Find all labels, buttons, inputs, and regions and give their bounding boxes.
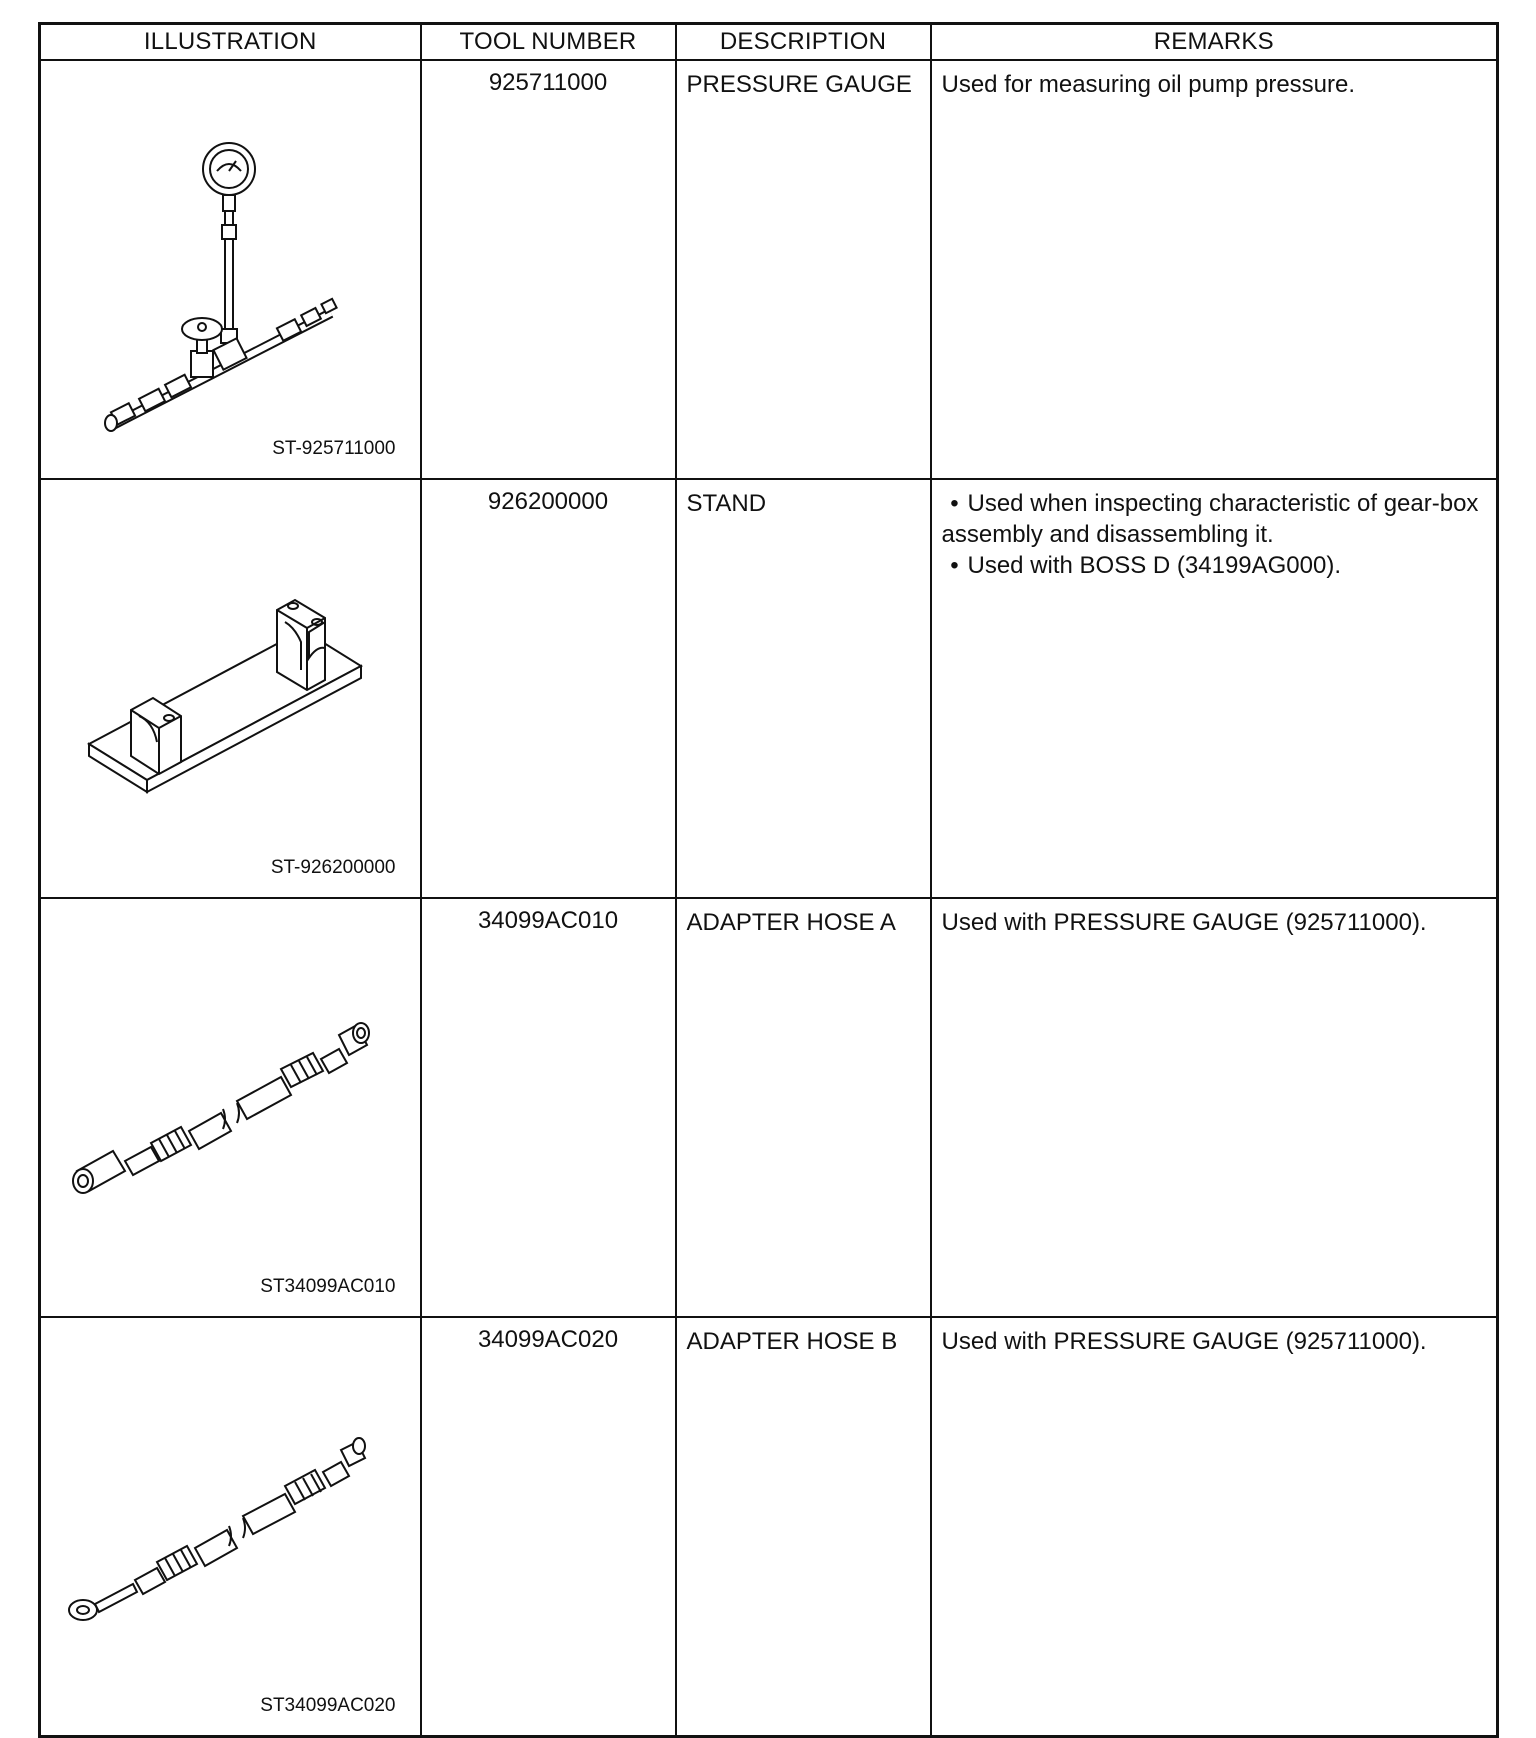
illustration-cell [40, 479, 421, 898]
remarks-cell: Used with PRESSURE GAUGE (925711000). [931, 898, 1498, 1317]
remarks-cell [931, 479, 1498, 898]
bullet-text: Used when inspecting characteristic of gear-box assembly and disassembling it. [941, 490, 1479, 548]
tool-number-cell: 34099AC010 [421, 898, 676, 1317]
table-row [40, 898, 1498, 1317]
tool-number-cell: 34099AC020 [421, 1317, 676, 1737]
illustration-cell [40, 898, 421, 1317]
bullet-text: Used with BOSS D (34199AG000). [967, 552, 1342, 579]
pressure-gauge-icon [41, 61, 422, 469]
illustration-cell [40, 60, 421, 479]
table-row [40, 1317, 1498, 1737]
special-tools-table [38, 22, 1499, 1738]
header-tool-number: TOOL NUMBER [421, 24, 676, 61]
stand-icon [41, 480, 422, 888]
adapter-hose-b-icon [41, 1318, 422, 1726]
bullet-icon: • [950, 490, 959, 517]
table-row [40, 60, 1498, 479]
header-remarks: REMARKS [931, 24, 1498, 61]
adapter-hose-a-icon [41, 899, 422, 1307]
remarks-cell: Used for measuring oil pump pressure. [931, 60, 1498, 479]
tool-number-cell: 925711000 [421, 60, 676, 479]
header-row [40, 24, 1498, 61]
illustration-caption: ST34099AC020 [260, 1695, 396, 1716]
remarks-cell: Used with PRESSURE GAUGE (925711000). [931, 1317, 1498, 1737]
tool-number-cell: 926200000 [421, 479, 676, 898]
header-description: DESCRIPTION [676, 24, 931, 61]
table-row [40, 479, 1498, 898]
list-item [942, 488, 1487, 550]
header-illustration: ILLUSTRATION [40, 24, 421, 61]
illustration-cell [40, 1317, 421, 1737]
description-cell: ADAPTER HOSE B [676, 1317, 931, 1737]
description-cell: STAND [676, 479, 931, 898]
illustration-caption: ST-926200000 [270, 857, 396, 878]
illustration-caption: ST-925711000 [272, 438, 396, 459]
list-item [942, 550, 1487, 581]
illustration-caption: ST34099AC010 [260, 1276, 396, 1297]
remarks-bullet-list [942, 488, 1487, 581]
description-cell: PRESSURE GAUGE [676, 60, 931, 479]
description-cell: ADAPTER HOSE A [676, 898, 931, 1317]
bullet-icon: • [950, 552, 959, 579]
